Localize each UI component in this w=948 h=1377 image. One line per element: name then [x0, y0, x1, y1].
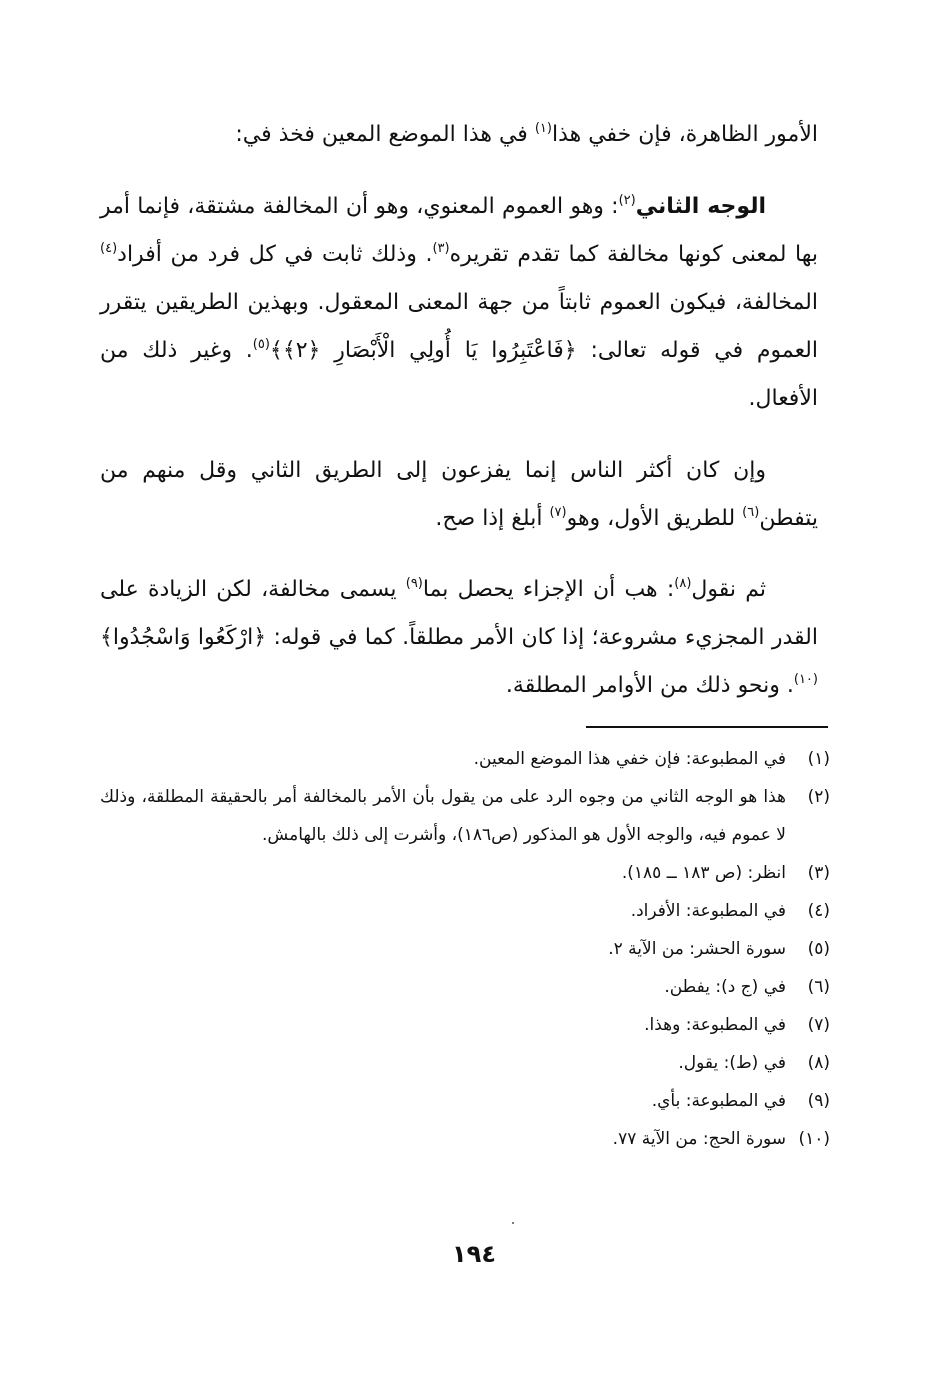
footnote-text: سورة الحشر: من الآية ٢.	[608, 939, 786, 959]
p3-text-a: وإن كان أكثر الناس إنما يفزعون إلى الطريق الثاني وقل منهم من يتفطن	[100, 458, 818, 531]
footnote-text: هذا هو الوجه الثاني من وجوه الرد على من يقول بأن الأمر بالمخالفة أمر بالحقيقة المطلقة، وذلك لا عموم فيه، والوجه الأول هو المذكور (ص١٨٦)، وأشرت إلى ذلك بالهامش.	[100, 787, 786, 845]
footnote-text: في المطبوعة: الأفراد.	[630, 901, 786, 921]
footnote-item	[100, 968, 830, 1006]
footnote-item	[100, 854, 830, 892]
footnote-ref-3: (٣)	[432, 241, 450, 256]
footnote-item	[100, 1044, 830, 1082]
footnote-number: (١)	[807, 749, 830, 769]
footnote-number: (٦)	[807, 977, 830, 997]
footnote-ref-1: (١)	[534, 121, 552, 136]
footnote-ref-8: (٨)	[674, 576, 692, 591]
footnote-item	[100, 740, 830, 778]
footnote-number: (٩)	[807, 1091, 830, 1111]
footnote-ref-2: (٢)	[618, 193, 636, 208]
footnote-text: سورة الحج: من الآية ٧٧.	[612, 1129, 786, 1149]
p1-text-a: الأمور الظاهرة، فإن خفي هذا	[551, 122, 818, 147]
footnote-ref-6: (٦)	[742, 505, 760, 520]
footnote-number: (٥)	[807, 939, 830, 959]
footnote-number: (٢)	[807, 787, 830, 807]
footnote-ref-7: (٧)	[549, 505, 567, 520]
footnote-text: في المطبوعة: بأي.	[651, 1091, 786, 1111]
p4-text-d: . ونحو ذلك من الأوامر المطلقة.	[505, 673, 794, 698]
paragraph-3	[100, 447, 818, 543]
footnote-ref-10: (١٠)	[793, 672, 818, 687]
page-number: ١٩٤	[452, 1240, 496, 1268]
footnote-number: (١٠)	[798, 1129, 830, 1149]
footnote-text: في المطبوعة: فإن خفي هذا الموضع المعين.	[473, 749, 786, 769]
footnote-text: في المطبوعة: وهذا.	[644, 1015, 786, 1035]
paragraph-4	[100, 566, 818, 710]
p4-text-c: يسمى مخالفة، لكن الزيادة على القدر المجزيء مشروعة؛ إذا كان الأمر مطلقاً. كما في قوله: ﴿ارْكَعُوا وَاسْجُدُوا﴾	[100, 577, 818, 650]
footnote-number: (٨)	[807, 1053, 830, 1073]
p4-text-a: ثم نقول	[691, 577, 766, 602]
p3-text-c: أبلغ إذا صح.	[435, 506, 550, 531]
footnote-ref-9: (٩)	[405, 576, 423, 591]
p2-text-b: . وذلك ثابت في كل فرد من أفراد	[117, 242, 433, 267]
footnote-text: في (ط): يقول.	[678, 1053, 786, 1073]
footnote-ref-4: (٤)	[100, 241, 118, 256]
footnotes-list	[100, 740, 830, 1158]
footnote-divider	[586, 726, 828, 728]
footnote-ref-5: (٥)	[252, 337, 270, 352]
footnote-item	[100, 892, 830, 930]
p2-text-d: . وغير ذلك من الأفعال.	[100, 338, 818, 411]
footnote-item	[100, 930, 830, 968]
print-speck	[512, 1222, 514, 1224]
p2-text-a: : وهو العموم المعنوي، وهو أن المخالفة مشتقة، فإنما أمر بها لمعنى كونها مخالفة كما تقدم تقريره	[100, 194, 818, 267]
p4-text-b: : هب أن الإجزاء يحصل بما	[422, 577, 675, 602]
section-heading: الوجه الثاني	[635, 194, 766, 219]
paragraph-1	[100, 111, 818, 159]
p1-text-b: في هذا الموضع المعين فخذ في:	[235, 122, 535, 147]
footnote-number: (٣)	[807, 863, 830, 883]
footnote-item	[100, 1082, 830, 1120]
footnote-item	[100, 1006, 830, 1044]
paragraph-2	[100, 183, 818, 423]
p2-text-c: المخالفة، فيكون العموم ثابتاً من جهة المعنى المعقول. وبهذين الطريقين يتقرر العموم في قوله تعالى: ﴿فَاعْتَبِرُوا يَا أُولِي الْأَبْصَارِ ﴿٢﴾﴾	[100, 290, 818, 363]
footnote-text: انظر: (ص ١٨٣ ــ ١٨٥).	[621, 863, 786, 883]
footnote-number: (٧)	[807, 1015, 830, 1035]
p3-text-b: للطريق الأول، وهو	[566, 506, 743, 531]
footnote-text: في (ج د): يفطن.	[664, 977, 786, 997]
footnote-item	[100, 778, 830, 854]
footnote-item	[100, 1120, 830, 1158]
footnote-number: (٤)	[807, 901, 830, 921]
